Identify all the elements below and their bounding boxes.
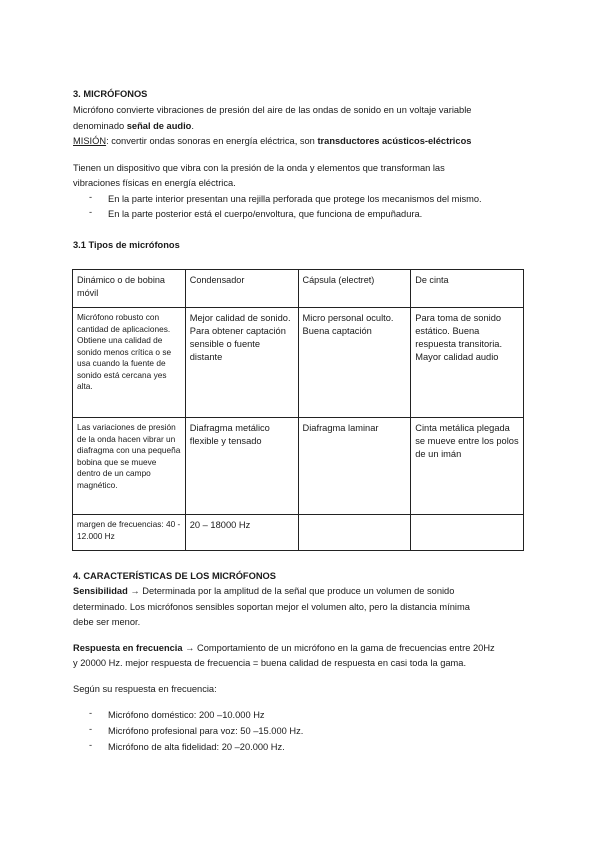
- table-cell: 20 – 18000 Hz: [185, 515, 298, 551]
- respuesta-text: Comportamiento de un micrófono en la gama de frecuencias entre 20Hz: [197, 643, 495, 653]
- table-cell: [298, 515, 411, 551]
- sensibilidad-text: Determinada por la amplitud de la señal que produce un volumen de sonido: [142, 586, 455, 596]
- section-4-title: 4. CARACTERÍSTICAS DE LOS MICRÓFONOS: [73, 571, 276, 581]
- table-cell: Para toma de sonido estático. Buena respuesta transitoria. Mayor calidad audio: [411, 308, 524, 418]
- microphone-types-table: [72, 269, 524, 551]
- respuesta-label: Respuesta en frecuencia: [73, 643, 183, 653]
- table-header-cell: De cinta: [411, 270, 524, 308]
- table-row: [73, 515, 524, 551]
- respuesta-line-1: [73, 641, 495, 655]
- section-4-bullet-2: Micrófono profesional para voz: 50 –15.000 Hz.: [108, 726, 304, 736]
- table-cell: Mejor calidad de sonido. Para obtener captación sensible o fuente distante: [185, 308, 298, 418]
- table-header-cell: Condensador: [185, 270, 298, 308]
- table-row: [73, 418, 524, 515]
- table-cell: [411, 515, 524, 551]
- arrow-icon: →: [127, 586, 143, 596]
- table-cell: Cinta metálica plegada se mueve entre los polos de un imán: [411, 418, 524, 515]
- sensibilidad-label: Sensibilidad: [73, 586, 128, 596]
- table-cell: Diafragma metálico flexible y tensado: [185, 418, 298, 515]
- para-1-line-2: vibraciones físicas en energía eléctrica.: [73, 178, 236, 188]
- line-2-text: denominado: [73, 121, 127, 131]
- table-header-cell: Dinámico o de bobina móvil: [73, 270, 186, 308]
- section-3-line-1: Micrófono convierte vibraciones de presión del aire de las ondas de sonido en un voltaje variable: [73, 105, 472, 115]
- table-row: [73, 308, 524, 418]
- section-3-bullet-1: En la parte interior presentan una rejilla perforada que protege los mecanismos del mismo.: [108, 194, 482, 204]
- bullet-marker: -: [89, 724, 93, 734]
- section-3-title: 3. MICRÓFONOS: [73, 89, 148, 99]
- table-header-cell: Cápsula (electret): [298, 270, 411, 308]
- para-1-line-1: Tienen un dispositivo que vibra con la presión de la onda y elementos que transforman las: [73, 163, 445, 173]
- table-cell: Micro personal oculto. Buena captación: [298, 308, 411, 418]
- arrow-icon: →: [182, 643, 198, 653]
- table-cell: margen de frecuencias: 40 - 12.000 Hz: [73, 515, 186, 551]
- mision-bold-term: transductores acústicos-eléctricos: [317, 136, 472, 146]
- senal-de-audio-term: señal de audio: [126, 121, 192, 131]
- table-cell: Micrófono robusto con cantidad de aplicaciones. Obtiene una calidad de sonido menos crítica o se usa cuando la fuente de sonido está cercana yes alta.: [73, 308, 186, 418]
- section-3-line-2: [73, 119, 194, 133]
- segun-line: Según su respuesta en frecuencia:: [73, 684, 217, 694]
- sensibilidad-line-2: determinado. Los micrófonos sensibles soportan mejor el volumen alto, pero la distancia mínima: [73, 602, 470, 612]
- sensibilidad-line-3: debe ser menor.: [73, 617, 141, 627]
- line-2-period: .: [191, 121, 194, 131]
- mision-line: [73, 134, 471, 148]
- bullet-marker: -: [89, 192, 93, 202]
- bullet-marker: -: [89, 740, 93, 750]
- section-3-bullet-2: En la parte posterior está el cuerpo/envoltura, que funciona de empuñadura.: [108, 209, 423, 219]
- table-cell: Las variaciones de presión de la onda hacen vibrar un diafragma con una pequeña bobina que se mueve dentro de un campo magnético.: [73, 418, 186, 515]
- table-header-row: [73, 270, 524, 308]
- mision-text: : convertir ondas sonoras en energía eléctrica, son: [106, 136, 318, 146]
- bullet-marker: -: [89, 207, 93, 217]
- section-4-bullet-3: Micrófono de alta fidelidad: 20 –20.000 Hz.: [108, 742, 285, 752]
- section-3-1-title: 3.1 Tipos de micrófonos: [73, 240, 180, 250]
- respuesta-line-2: y 20000 Hz. mejor respuesta de frecuencia = buena calidad de respuesta en casi toda la gama.: [73, 658, 467, 668]
- bullet-marker: -: [89, 708, 93, 718]
- sensibilidad-line-1: [73, 584, 454, 598]
- table-cell: Diafragma laminar: [298, 418, 411, 515]
- section-4-bullet-1: Micrófono doméstico: 200 –10.000 Hz: [108, 710, 265, 720]
- mision-label: MISIÓN: [73, 136, 107, 146]
